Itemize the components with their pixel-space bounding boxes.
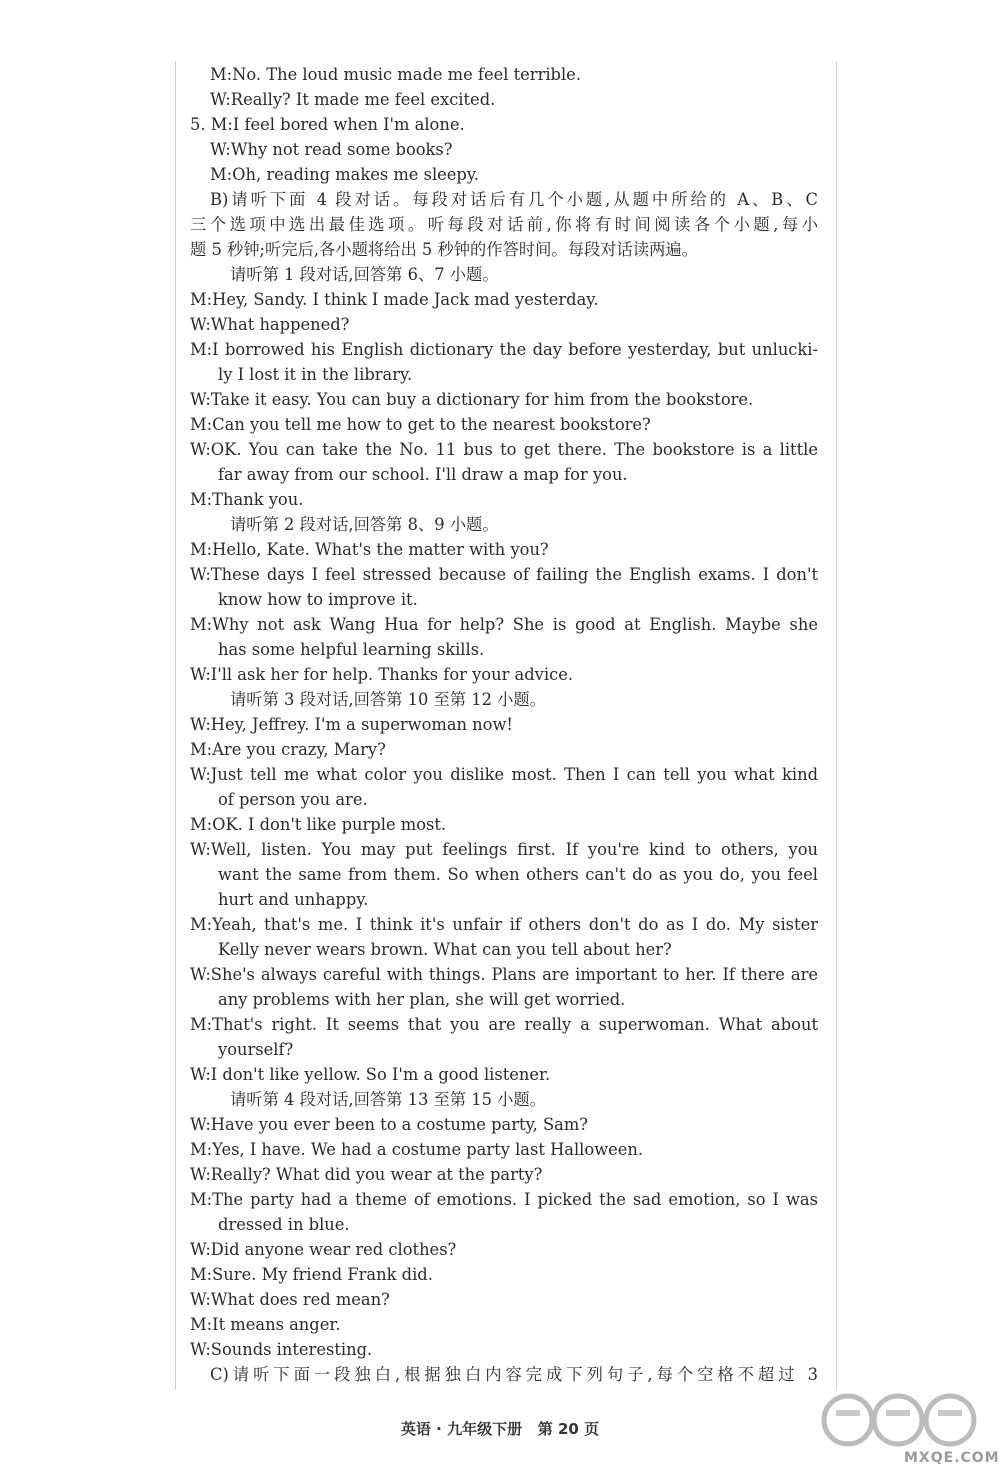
transcript-line: W:I'll ask her for help. Thanks for your advice. xyxy=(190,665,573,684)
transcript-line: M:That's right. It seems that you are really a superwoman. What about xyxy=(190,1015,818,1034)
transcript-line: M:OK. I don't like purple most. xyxy=(190,815,447,834)
transcript-line: M:Are you crazy, Mary? xyxy=(190,740,386,759)
transcript-line: M:Why not ask Wang Hua for help? She is good at English. Maybe she xyxy=(190,615,818,634)
transcript-line: W:I don't like yellow. So I'm a good listener. xyxy=(190,1065,551,1084)
transcript-line: C)请听下面一段独白,根据独白内容完成下列句子,每个空格不超过 3 xyxy=(210,1365,818,1384)
transcript-line: M:The party had a theme of emotions. I picked the sad emotion, so I was xyxy=(190,1190,818,1209)
transcript-line: has some helpful learning skills. xyxy=(218,640,485,659)
transcript-line: W:Take it easy. You can buy a dictionary for him from the bookstore. xyxy=(190,390,754,409)
transcript-line: want the same from them. So when others can't do as you do, you feel xyxy=(218,865,818,884)
transcript-line: W:Have you ever been to a costume party, Sam? xyxy=(190,1115,588,1134)
transcript-line: Kelly never wears brown. What can you tell about her? xyxy=(218,940,672,959)
transcript-line: W:OK. You can take the No. 11 bus to get there. The bookstore is a little xyxy=(190,440,818,459)
transcript-line: W:Really? What did you wear at the party? xyxy=(190,1165,543,1184)
transcript-line: 5. M:I feel bored when I'm alone. xyxy=(190,115,465,134)
transcript-line: 请听第 2 段对话,回答第 8、9 小题。 xyxy=(230,515,499,534)
footer-dot: · xyxy=(436,1420,442,1438)
transcript-line: M:Hey, Sandy. I think I made Jack mad yesterday. xyxy=(190,290,599,309)
transcript-line: 请听第 4 段对话,回答第 13 至第 15 小题。 xyxy=(230,1090,546,1109)
transcript-line: yourself? xyxy=(218,1040,294,1059)
transcript-line: W:What happened? xyxy=(190,315,350,334)
transcript-line: 请听第 1 段对话,回答第 6、7 小题。 xyxy=(230,265,499,284)
transcript-line: of person you are. xyxy=(218,790,368,809)
transcript-line: W:Did anyone wear red clothes? xyxy=(190,1240,457,1259)
transcript-line: W:These days I feel stressed because of failing the English exams. I don't xyxy=(190,565,818,584)
transcript-line: W:Why not read some books? xyxy=(210,140,453,159)
transcript-line: B)请听下面 4 段对话。每段对话后有几个小题,从题中所给的 A、B、C xyxy=(210,190,818,209)
transcript-line: ly I lost it in the library. xyxy=(218,365,413,384)
page-frame-right-rule xyxy=(836,62,837,1390)
transcript-line: W:Really? It made me feel excited. xyxy=(210,90,496,109)
transcript-line: W:What does red mean? xyxy=(190,1290,390,1309)
transcript-line: 请听第 3 段对话,回答第 10 至第 12 小题。 xyxy=(230,690,546,709)
watermark-text: MXQE.COM xyxy=(904,1450,1000,1466)
footer-subject: 英语 xyxy=(400,1420,431,1438)
transcript-line: far away from our school. I'll draw a map for you. xyxy=(218,465,628,484)
transcript-line: M:It means anger. xyxy=(190,1315,341,1334)
transcript-line: W:Sounds interesting. xyxy=(190,1340,373,1359)
transcript-line: M:Can you tell me how to get to the nearest bookstore? xyxy=(190,415,651,434)
page-frame-left-rule xyxy=(175,62,176,1390)
footer-grade: 九年级下册 xyxy=(447,1420,523,1438)
listening-transcript xyxy=(190,62,818,1387)
transcript-line: M:No. The loud music made me feel terrible. xyxy=(210,65,581,84)
transcript-line: M:I borrowed his English dictionary the day before yesterday, but unlucki- xyxy=(190,340,818,359)
transcript-line: hurt and unhappy. xyxy=(218,890,369,909)
footer-page-number: 第 20 页 xyxy=(537,1420,600,1438)
transcript-line: W:Hey, Jeffrey. I'm a superwoman now! xyxy=(190,715,513,734)
transcript-line: M:Yes, I have. We had a costume party last Halloween. xyxy=(190,1140,644,1159)
transcript-line: M:Oh, reading makes me sleepy. xyxy=(210,165,480,184)
transcript-line: 题 5 秒钟;听完后,各小题将给出 5 秒钟的作答时间。每段对话读两遍。 xyxy=(190,240,698,259)
transcript-line: M:Thank you. xyxy=(190,490,304,509)
transcript-line: dressed in blue. xyxy=(218,1215,350,1234)
transcript-line: any problems with her plan, she will get worried. xyxy=(218,990,626,1009)
transcript-line: know how to improve it. xyxy=(218,590,418,609)
transcript-line: W:Just tell me what color you dislike most. Then I can tell you what kind xyxy=(190,765,818,784)
transcript-line: W:She's always careful with things. Plans are important to her. If there are xyxy=(190,965,818,984)
transcript-line: W:Well, listen. You may put feelings first. If you're kind to others, you xyxy=(190,840,818,859)
transcript-line: M:Sure. My friend Frank did. xyxy=(190,1265,433,1284)
transcript-line: 三个选项中选出最佳选项。听每段对话前,你将有时间阅读各个小题,每小 xyxy=(190,215,818,234)
transcript-line: M:Hello, Kate. What's the matter with you? xyxy=(190,540,549,559)
transcript-line: M:Yeah, that's me. I think it's unfair if others don't do as I do. My sister xyxy=(190,915,818,934)
